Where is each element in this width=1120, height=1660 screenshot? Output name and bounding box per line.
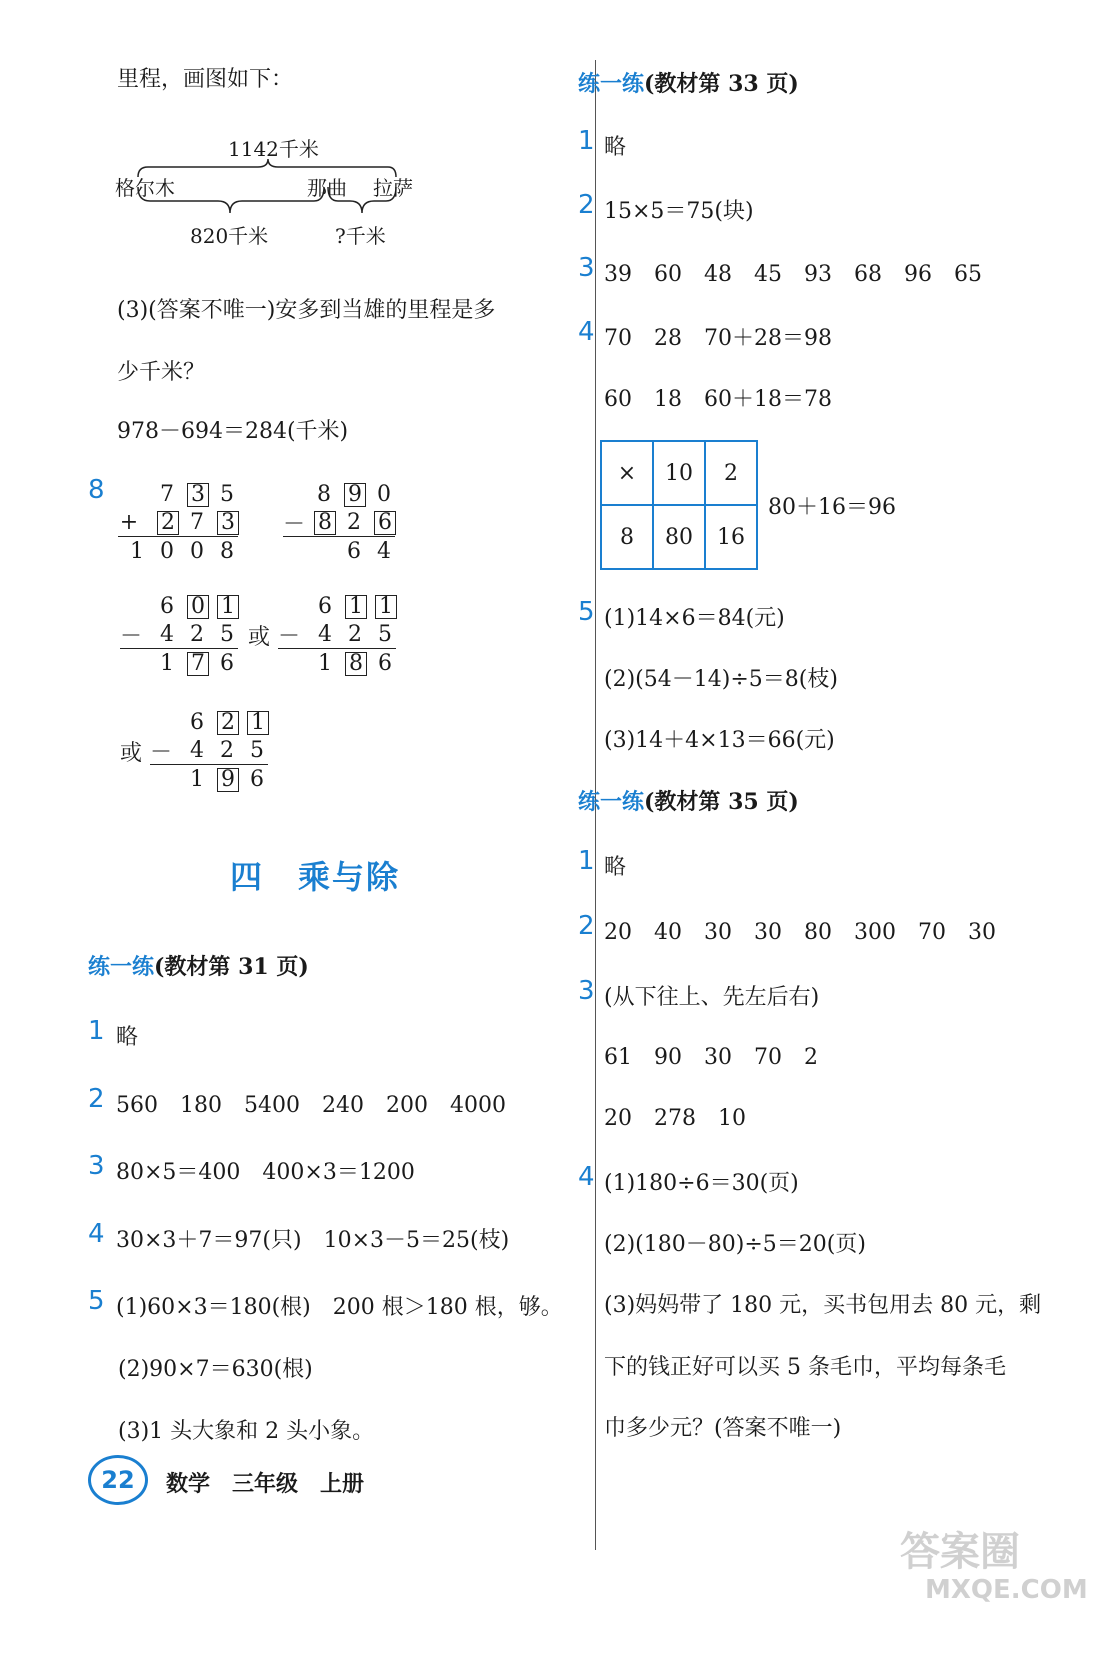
diagram-city-lhasa: 拉萨 xyxy=(373,176,413,200)
answer-box: 3 xyxy=(217,511,239,535)
section-title: 四 乘与除 xyxy=(230,858,401,896)
digit-cell xyxy=(216,594,238,619)
digit: 6 xyxy=(220,650,234,676)
digit: 2 xyxy=(190,621,204,647)
digit: 1 xyxy=(318,650,332,676)
answer-box: 7 xyxy=(187,652,209,676)
item5-line3: (3)1 头大象和 2 头小象。 xyxy=(118,1419,375,1444)
answer-box: 8 xyxy=(314,511,336,535)
answer-box: 1 xyxy=(247,711,269,735)
q3-calc: 978－694＝284(千米) xyxy=(117,419,349,444)
answer-box: 2 xyxy=(217,711,239,735)
item-number: 1 xyxy=(88,1016,105,1046)
p2-item4-line4: 下的钱正好可以买 5 条毛巾，平均每条毛 xyxy=(604,1355,1006,1380)
answer-box: 8 xyxy=(345,652,367,676)
digit: 2 xyxy=(347,509,361,535)
item-answer: (从下往上、先左后右) xyxy=(604,985,820,1010)
diagram-left-distance: 820千米 xyxy=(190,224,269,248)
grid-cell: × xyxy=(601,441,653,505)
digit-cell xyxy=(344,651,366,676)
digit: 1 xyxy=(190,766,204,792)
grid-cell: 16 xyxy=(705,505,757,569)
practice-label: 练一练 xyxy=(88,954,155,980)
item-number: 4 xyxy=(578,316,595,347)
operator-sign: － xyxy=(278,623,301,649)
digit-cell xyxy=(373,510,395,535)
diagram-total: 1142千米 xyxy=(228,137,319,161)
digit-cell xyxy=(186,482,208,507)
digit: 6 xyxy=(378,650,392,676)
digit-cell xyxy=(186,651,208,676)
digit: 7 xyxy=(160,481,174,507)
digit: 1 xyxy=(160,650,174,676)
answer-box: 0 xyxy=(187,595,209,619)
digit: 4 xyxy=(377,538,391,564)
item-number: 3 xyxy=(578,976,595,1006)
q3-line2: 少千米？ xyxy=(117,360,206,385)
vertical-subtraction-4 xyxy=(150,708,268,793)
digit: 6 xyxy=(318,593,332,619)
practice-label: 练一练 xyxy=(578,71,645,97)
digit: 6 xyxy=(250,766,264,792)
grid-cell: 10 xyxy=(653,441,705,505)
q3-line1: (3)(答案不唯一)安多到当雄的里程是多 xyxy=(117,298,496,323)
answer-box: 1 xyxy=(345,595,367,619)
p2-item4-line3: (3)妈妈带了 180 元，买书包用去 80 元，剩 xyxy=(604,1293,1042,1318)
digit-cell xyxy=(374,594,396,619)
digit: 0 xyxy=(377,481,391,507)
intro-text: 里程，画图如下： xyxy=(117,67,294,92)
digit: 5 xyxy=(220,481,234,507)
digit: 5 xyxy=(378,621,392,647)
digit: 5 xyxy=(220,621,234,647)
vertical-subtraction-1 xyxy=(283,480,395,565)
digit: 4 xyxy=(318,621,332,647)
item5-line2: (2)90×7＝630(根) xyxy=(118,1357,313,1382)
p1-item5-line1: (1)14×6＝84(元) xyxy=(604,606,785,631)
digit-cell xyxy=(343,482,365,507)
item-answer: (1)60×3＝180(根) 200 根＞180 根，够。 xyxy=(116,1295,563,1320)
digit-cell xyxy=(216,710,238,735)
digit: 5 xyxy=(250,737,264,763)
digit: 2 xyxy=(348,621,362,647)
digit-cell xyxy=(246,710,268,735)
p2-item4-line1: (1)180÷6＝30(页) xyxy=(604,1171,799,1196)
item-number: 1 xyxy=(578,126,595,156)
digit-cell xyxy=(313,510,335,535)
digit: 8 xyxy=(317,481,331,507)
item-number: 4 xyxy=(578,1162,595,1192)
answer-box: 2 xyxy=(157,511,179,535)
digit-cell xyxy=(186,594,208,619)
item-number: 2 xyxy=(578,911,595,941)
digit-cell xyxy=(156,510,178,535)
p2-item4-line5: 巾多少元？(答案不唯一) xyxy=(604,1416,842,1441)
item-number: 2 xyxy=(88,1083,105,1114)
item-number: 3 xyxy=(578,253,595,283)
vertical-addition xyxy=(118,480,238,565)
item-answer: 70 28 70＋28＝98 xyxy=(604,325,832,351)
digit-cell xyxy=(344,594,366,619)
diagram-city-nagqu: 那曲 xyxy=(307,176,347,200)
answer-box: 9 xyxy=(344,483,366,507)
practice-header-33 xyxy=(578,67,799,98)
p2-item3-line3: 20 278 10 xyxy=(604,1106,746,1131)
vertical-subtraction-3 xyxy=(278,592,396,677)
digit-cell xyxy=(216,767,238,792)
item-number: 3 xyxy=(88,1151,105,1181)
item-answer: 略 xyxy=(604,855,627,880)
operator-sign: + xyxy=(119,509,139,535)
multiplication-grid xyxy=(600,440,758,570)
practice-header-35 xyxy=(578,785,799,816)
item-answer: 略 xyxy=(116,1025,139,1050)
digit: 0 xyxy=(190,538,204,564)
p1-item5-line3: (3)14＋4×13＝66(元) xyxy=(604,728,835,753)
item-answer: 39 60 48 45 93 68 96 65 xyxy=(604,262,982,287)
digit: 4 xyxy=(160,621,174,647)
watermark-url: MXQE.COM xyxy=(925,1575,1088,1605)
p1-item4-line2: 60 18 60＋18＝78 xyxy=(604,387,832,412)
item-number: 5 xyxy=(88,1286,105,1316)
grid-cell: 80 xyxy=(653,505,705,569)
diagram-city-golmud: 格尔木 xyxy=(115,176,175,200)
book-title: 数学 三年级 上册 xyxy=(166,1471,365,1497)
item-answer: 30×3＋7＝97(只) 10×3－5＝25(枝) xyxy=(116,1227,510,1253)
grid-equation: 80＋16＝96 xyxy=(768,495,896,520)
answer-box: 9 xyxy=(217,768,239,792)
digit: 6 xyxy=(160,593,174,619)
operator-sign: － xyxy=(120,623,143,649)
item-number-8: 8 xyxy=(88,475,105,505)
operator-sign: － xyxy=(283,511,306,537)
practice-header-31 xyxy=(88,950,309,981)
p2-item3-line2: 61 90 30 70 2 xyxy=(604,1045,818,1070)
item-answer: 80×5＝400 400×3＝1200 xyxy=(116,1160,415,1185)
item-answer: 略 xyxy=(604,135,627,160)
digit: 7 xyxy=(190,509,204,535)
item-number: 5 xyxy=(578,597,595,627)
digit: 6 xyxy=(347,538,361,564)
page-number-badge: 22 xyxy=(88,1455,148,1505)
answer-box: 3 xyxy=(187,483,209,507)
answer-box: 6 xyxy=(374,511,396,535)
p2-item4-line2: (2)(180－80)÷5＝20(页) xyxy=(604,1232,866,1257)
item-number: 2 xyxy=(578,189,595,220)
item-answer: 15×5＝75(块) xyxy=(604,198,754,224)
or-word-1: 或 xyxy=(248,625,271,650)
digit: 6 xyxy=(190,709,204,735)
grid-cell: 8 xyxy=(601,505,653,569)
answer-box: 1 xyxy=(217,595,239,619)
vertical-subtraction-2 xyxy=(120,592,238,677)
digit: 8 xyxy=(220,538,234,564)
watermark-logo: 答案圈 xyxy=(900,1529,1020,1575)
grid-cell: 2 xyxy=(705,441,757,505)
answer-box: 1 xyxy=(375,595,397,619)
item-number: 4 xyxy=(88,1218,105,1249)
digit-cell xyxy=(216,510,238,535)
practice-page: (教材第 33 页) xyxy=(644,71,799,97)
practice-page: (教材第 31 页) xyxy=(154,954,309,980)
digit: 1 xyxy=(130,538,144,564)
p1-item5-line2: (2)(54－14)÷5＝8(枝) xyxy=(604,667,838,692)
practice-label: 练一练 xyxy=(578,789,645,815)
operator-sign: － xyxy=(150,739,173,765)
practice-page: (教材第 35 页) xyxy=(644,789,799,815)
or-word-2: 或 xyxy=(120,741,143,766)
item-number: 1 xyxy=(578,846,595,876)
digit: 2 xyxy=(220,737,234,763)
item-answer: 560 180 5400 240 200 4000 xyxy=(116,1092,506,1118)
item-answer: 20 40 30 30 80 300 70 30 xyxy=(604,920,996,945)
digit: 0 xyxy=(160,538,174,564)
diagram-unknown-distance: ?千米 xyxy=(335,224,386,248)
digit: 4 xyxy=(190,737,204,763)
